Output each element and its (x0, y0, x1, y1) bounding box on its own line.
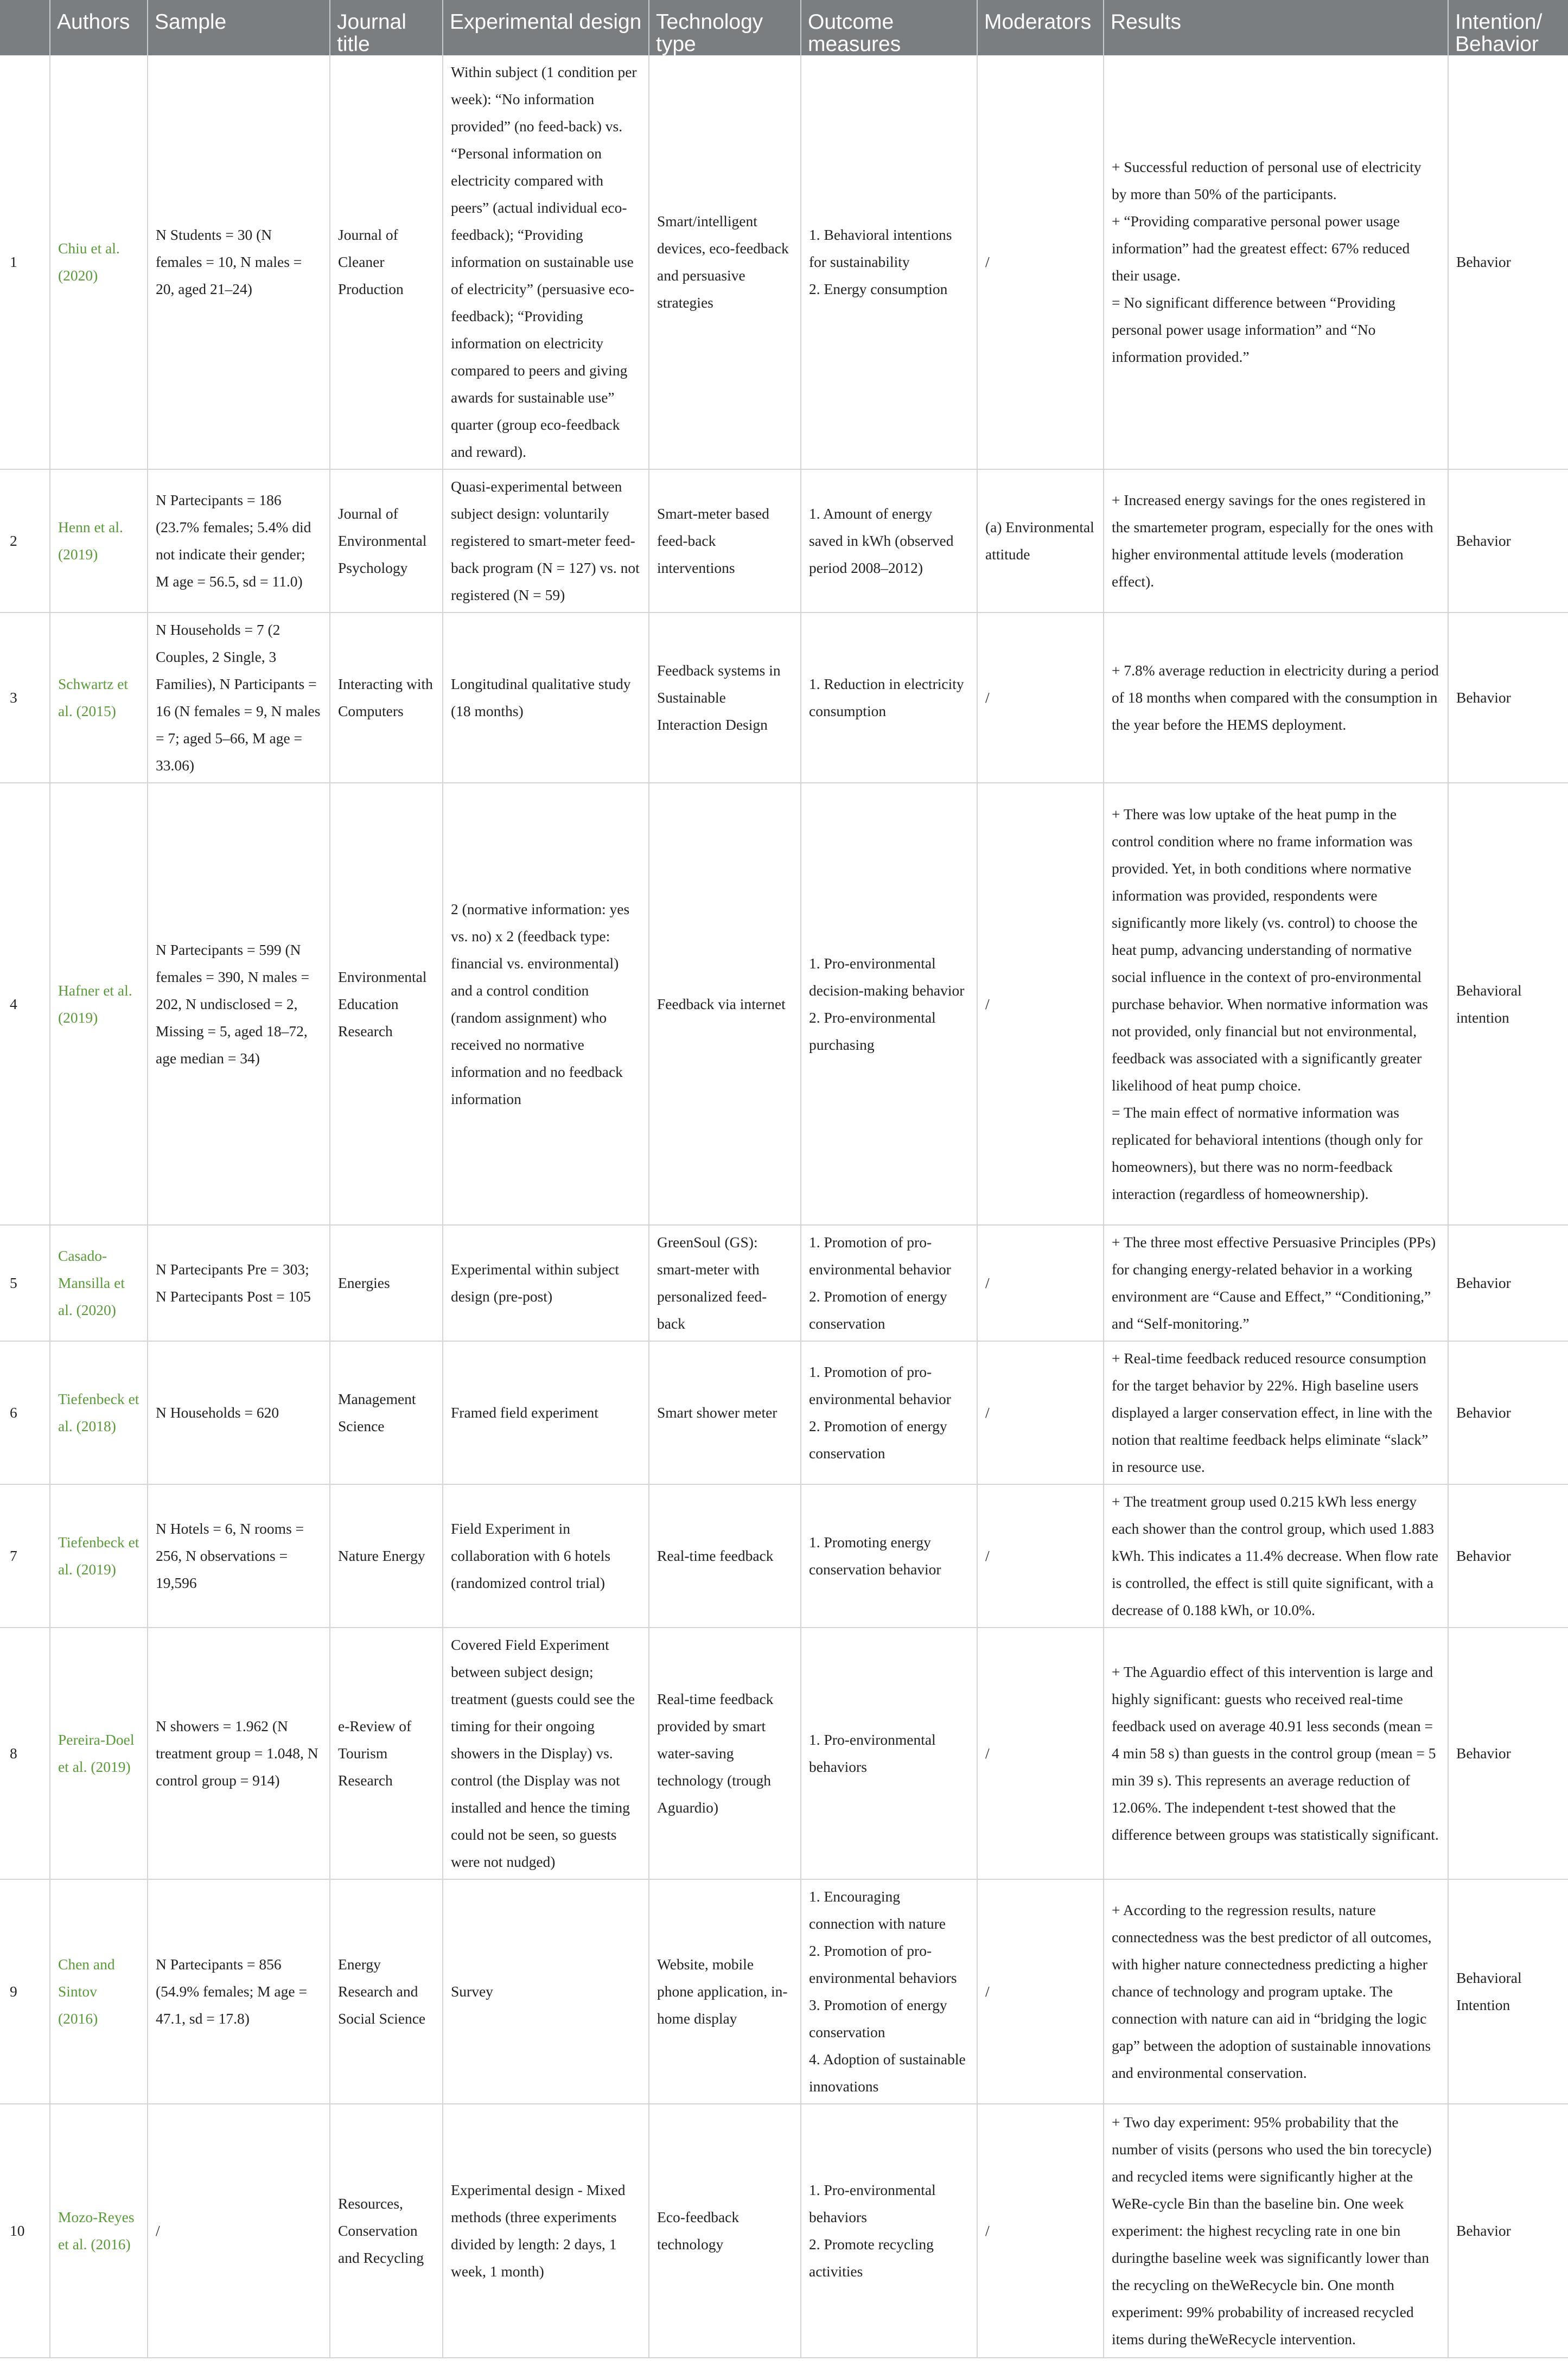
cell-experimental-design: Quasi-experimental between subject design: voluntarily registered to smart-meter feed-back program (N = 127) vs. not registered (N = 59) (443, 469, 649, 613)
cell-technology-type: Smart shower meter (649, 1341, 801, 1484)
cell-intention-behavior: Behavior (1448, 55, 1568, 469)
header-sample: Sample (148, 0, 330, 55)
cell-results: + The treatment group used 0.215 kWh less energy each shower than the control group, which used 1.883 kWh. This indicates a 11.4% decrease. When flow rate is controlled, the effect is still quite significant, with a decrease of 0.188 kWh, or 10.0%. (1104, 1484, 1448, 1628)
cell-authors: Henn et al. (2019) (50, 469, 148, 613)
cell-journal-title: Interacting with Computers (330, 613, 443, 783)
cell-index: 9 (0, 1879, 50, 2104)
cell-results: + Two day experiment: 95% probability that the number of visits (persons who used the bin torecycle) and recycled items were significantly higher at the WeRe-cycle Bin than the baseline bin. One week experiment: the highest recycling rate in one bin duringthe baseline week was significantly lower than the recycling on theWeRecycle bin. One month experiment: 99% probability of increased recycled items during theWeRecycle intervention. (1104, 2104, 1448, 2358)
cell-technology-type: Eco-feedback technology (649, 2104, 801, 2358)
cell-authors: Casado-Mansilla et al. (2020) (50, 1225, 148, 1341)
header-intention-behavior: Intention/ Behavior (1448, 0, 1568, 55)
cell-technology-type: Real-time feedback (649, 1484, 801, 1628)
cell-sample: N Partecipants = 599 (N females = 390, N males = 202, N undisclosed = 2, Missing = 5, aged 18–72, age median = 34) (148, 783, 330, 1225)
table-row (0, 2104, 1568, 2358)
header-moderators: Moderators (977, 0, 1104, 55)
cell-technology-type: Feedback systems in Sustainable Interaction Design (649, 613, 801, 783)
cell-results: + 7.8% average reduction in electricity during a period of 18 months when compared with the consumption in the year before the HEMS deployment. (1104, 613, 1448, 783)
cell-sample: N Hotels = 6, N rooms = 256, N observations = 19,596 (148, 1484, 330, 1628)
cell-experimental-design: Covered Field Experiment between subject design; treatment (guests could see the timing for their ongoing showers in the Display) vs. control (the Display was not installed and hence the timing could not be seen, so guests were not nudged) (443, 1628, 649, 1879)
cell-sample: N Partecipants = 856 (54.9% females; M age = 47.1, sd = 17.8) (148, 1879, 330, 2104)
cell-moderators: / (977, 55, 1104, 469)
table-row (0, 783, 1568, 1225)
table-row (0, 613, 1568, 783)
header-index (0, 0, 50, 55)
cell-moderators: / (977, 1225, 1104, 1341)
cell-sample: N Partecipants = 186 (23.7% females; 5.4% did not indicate their gender; M age = 56.5, sd = 11.0) (148, 469, 330, 613)
cell-authors: Tiefenbeck et al. (2019) (50, 1484, 148, 1628)
cell-outcome-measures: 1. Pro-environmental decision-making behavior 2. Pro-environmental purchasing (801, 783, 977, 1225)
cell-intention-behavior: Behavioral intention (1448, 783, 1568, 1225)
cell-moderators: / (977, 1341, 1104, 1484)
cell-outcome-measures: 1. Promotion of pro-environmental behavior 2. Promotion of energy conservation (801, 1341, 977, 1484)
cell-authors: Chen and Sintov (2016) (50, 1879, 148, 2104)
cell-authors: Tiefenbeck et al. (2018) (50, 1341, 148, 1484)
header-experimental-design: Experimental design (443, 0, 649, 55)
cell-sample: N Households = 7 (2 Couples, 2 Single, 3 Families), N Participants = 16 (N females = 9, N males = 7; aged 5–66, M age = 33.06) (148, 613, 330, 783)
cell-authors: Hafner et al. (2019) (50, 783, 148, 1225)
cell-results: + The three most effective Persuasive Principles (PPs) for changing energy-related behavior in a working environment are “Cause and Effect,” “Conditioning,” and “Self-monitoring.” (1104, 1225, 1448, 1341)
cell-results: + There was low uptake of the heat pump in the control condition where no frame information was provided. Yet, in both conditions where normative information was provided, respondents were significantly more likely (vs. control) to choose the heat pump, advancing understanding of normative social influence in the context of pro-environmental purchase behavior. When normative information was not provided, only financial but not environmental, feedback was associated with a significantly greater likelihood of heat pump choice. = The main effect of normative information was replicated for behavioral intentions (though only for homeowners), but there was no norm-feedback interaction (regardless of homeownership). (1104, 783, 1448, 1225)
cell-moderators: (a) Environmental attitude (977, 469, 1104, 613)
cell-outcome-measures: 1. Behavioral intentions for sustainability 2. Energy consumption (801, 55, 977, 469)
header-results: Results (1104, 0, 1448, 55)
table-row (0, 1484, 1568, 1628)
table-row (0, 1628, 1568, 1879)
cell-intention-behavior: Behavior (1448, 1628, 1568, 1879)
cell-journal-title: Journal of Environmental Psychology (330, 469, 443, 613)
cell-technology-type: Feedback via internet (649, 783, 801, 1225)
cell-sample: N Partecipants Pre = 303; N Partecipants Post = 105 (148, 1225, 330, 1341)
header-journal-title: Journal title (330, 0, 443, 55)
cell-results: + Real-time feedback reduced resource consumption for the target behavior by 22%. High baseline users displayed a larger conservation effect, in line with the notion that realtime feedback helps eliminate “slack” in resource use. (1104, 1341, 1448, 1484)
cell-index: 10 (0, 2104, 50, 2358)
cell-index: 7 (0, 1484, 50, 1628)
cell-intention-behavior: Behavior (1448, 613, 1568, 783)
cell-moderators: / (977, 1879, 1104, 2104)
cell-outcome-measures: 1. Encouraging connection with nature 2. Promotion of pro-environmental behaviors 3. Promotion of energy conservation 4. Adoption of sustainable innovations (801, 1879, 977, 2104)
cell-experimental-design: Framed field experiment (443, 1341, 649, 1484)
cell-journal-title: Resources, Conservation and Recycling (330, 2104, 443, 2358)
table-row (0, 1225, 1568, 1341)
cell-index: 8 (0, 1628, 50, 1879)
cell-moderators: / (977, 613, 1104, 783)
cell-outcome-measures: 1. Amount of energy saved in kWh (observed period 2008–2012) (801, 469, 977, 613)
cell-index: 4 (0, 783, 50, 1225)
cell-index: 5 (0, 1225, 50, 1341)
cell-experimental-design: Experimental within subject design (pre-post) (443, 1225, 649, 1341)
cell-intention-behavior: Behavior (1448, 1484, 1568, 1628)
cell-authors: Mozo-Reyes et al. (2016) (50, 2104, 148, 2358)
cell-sample: N Students = 30 (N females = 10, N males = 20, aged 21–24) (148, 55, 330, 469)
cell-journal-title: Nature Energy (330, 1484, 443, 1628)
table-row (0, 55, 1568, 469)
cell-technology-type: Smart-meter based feed-back interventions (649, 469, 801, 613)
cell-sample: / (148, 2104, 330, 2358)
table-row (0, 1341, 1568, 1484)
cell-moderators: / (977, 1628, 1104, 1879)
cell-outcome-measures: 1. Promotion of pro-environmental behavior 2. Promotion of energy conservation (801, 1225, 977, 1341)
cell-results: + Successful reduction of personal use of electricity by more than 50% of the participants. + “Providing comparative personal power usage information” had the greatest effect: 67% reduced their usage. = No significant difference between “Providing personal power usage information” and “No information provided.” (1104, 55, 1448, 469)
cell-index: 1 (0, 55, 50, 469)
cell-results: + According to the regression results, nature connectedness was the best predictor of all outcomes, with higher nature connectedness predicting a higher chance of technology and program uptake. The connection with nature can aid in “bridging the logic gap” between the adoption of sustainable innovations and environmental conservation. (1104, 1879, 1448, 2104)
cell-moderators: / (977, 2104, 1104, 2358)
cell-experimental-design: Longitudinal qualitative study (18 months) (443, 613, 649, 783)
cell-journal-title: Energy Research and Social Science (330, 1879, 443, 2104)
cell-intention-behavior: Behavior (1448, 1341, 1568, 1484)
cell-intention-behavior: Behavioral Intention (1448, 1879, 1568, 2104)
cell-experimental-design: Experimental design - Mixed methods (three experiments divided by length: 2 days, 1 week, 1 month) (443, 2104, 649, 2358)
cell-outcome-measures: 1. Pro-environmental behaviors (801, 1628, 977, 1879)
cell-technology-type: Smart/intelligent devices, eco-feedback and persuasive strategies (649, 55, 801, 469)
cell-outcome-measures: 1. Reduction in electricity consumption (801, 613, 977, 783)
cell-experimental-design: Within subject (1 condition per week): “No information provided” (no feed-back) vs. “Personal information on electricity compared with peers” (actual individual eco-feedback); “Providing information on sustainable use of electricity” (persuasive eco-feedback); “Providing information on electricity compared to peers and giving awards for sustainable use” quarter (group eco-feedback and reward). (443, 55, 649, 469)
cell-moderators: / (977, 1484, 1104, 1628)
cell-intention-behavior: Behavior (1448, 469, 1568, 613)
cell-results: + Increased energy savings for the ones registered in the smartemeter program, especially for the ones with higher environmental attitude levels (moderation effect). (1104, 469, 1448, 613)
header-technology-type: Technology type (649, 0, 801, 55)
cell-sample: N Households = 620 (148, 1341, 330, 1484)
table-body (0, 55, 1568, 2358)
cell-technology-type: Real-time feedback provided by smart water-saving technology (trough Aguardio) (649, 1628, 801, 1879)
cell-index: 2 (0, 469, 50, 613)
cell-journal-title: Journal of Cleaner Production (330, 55, 443, 469)
cell-journal-title: Energies (330, 1225, 443, 1341)
table-row (0, 469, 1568, 613)
cell-index: 6 (0, 1341, 50, 1484)
cell-moderators: / (977, 783, 1104, 1225)
cell-authors: Chiu et al. (2020) (50, 55, 148, 469)
cell-experimental-design: Survey (443, 1879, 649, 2104)
cell-technology-type: Website, mobile phone application, in-home display (649, 1879, 801, 2104)
cell-outcome-measures: 1. Pro-environmental behaviors 2. Promote recycling activities (801, 2104, 977, 2358)
cell-journal-title: Management Science (330, 1341, 443, 1484)
cell-experimental-design: 2 (normative information: yes vs. no) x 2 (feedback type: financial vs. environmental) and a control condition (random assignment) who received no normative information and no feedback information (443, 783, 649, 1225)
cell-sample: N showers = 1.962 (N treatment group = 1.048, N control group = 914) (148, 1628, 330, 1879)
cell-technology-type: GreenSoul (GS): smart-meter with personalized feed-back (649, 1225, 801, 1341)
header-authors: Authors (50, 0, 148, 55)
cell-outcome-measures: 1. Promoting energy conservation behavior (801, 1484, 977, 1628)
cell-experimental-design: Field Experiment in collaboration with 6 hotels (randomized control trial) (443, 1484, 649, 1628)
cell-journal-title: e-Review of Tourism Research (330, 1628, 443, 1879)
cell-results: + The Aguardio effect of this intervention is large and highly significant: guests who received real-time feedback used on average 40.91 less seconds (mean = 4 min 58 s) than guests in the control group (mean = 5 min 39 s). This represents an average reduction of 12.06%. The independent t-test showed that the difference between groups was statistically significant. (1104, 1628, 1448, 1879)
table-row (0, 1879, 1568, 2104)
cell-intention-behavior: Behavior (1448, 2104, 1568, 2358)
header-outcome-measures: Outcome measures (801, 0, 977, 55)
cell-journal-title: Environmental Education Research (330, 783, 443, 1225)
cell-index: 3 (0, 613, 50, 783)
cell-intention-behavior: Behavior (1448, 1225, 1568, 1341)
cell-authors: Pereira-Doel et al. (2019) (50, 1628, 148, 1879)
cell-authors: Schwartz et al. (2015) (50, 613, 148, 783)
header-row (0, 0, 1568, 55)
